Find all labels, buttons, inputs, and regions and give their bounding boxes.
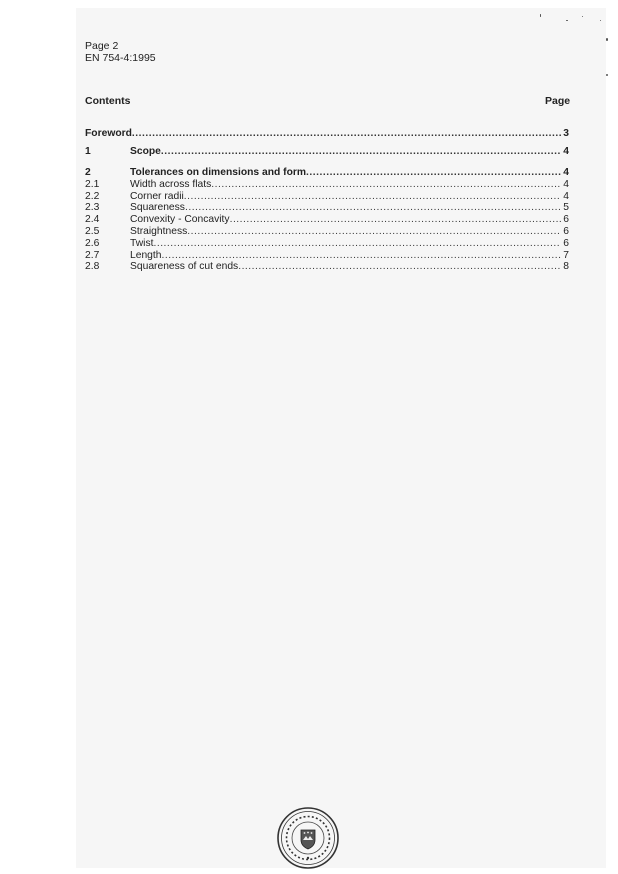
toc-entry-title: Squareness of cut ends — [130, 261, 239, 273]
table-of-contents — [85, 128, 569, 273]
toc-entry-page: 4 — [563, 146, 569, 157]
toc-entry-title: Width across flats — [130, 178, 212, 190]
toc-entry-number: 2.7 — [85, 249, 100, 261]
toc-entry-convexity-concavity[interactable] — [85, 214, 569, 226]
toc-entry-page: 4 — [563, 190, 569, 202]
toc-entry-page: 4 — [563, 167, 569, 178]
toc-entry-title: Scope — [130, 146, 161, 157]
dot-leader — [162, 250, 562, 261]
standard-number: EN 754-4:1995 — [85, 52, 156, 64]
toc-entry-title: Twist — [130, 237, 154, 249]
toc-entry-title: Length — [130, 249, 162, 261]
toc-entry-title: Corner radii — [130, 190, 184, 202]
dot-leader — [238, 261, 561, 272]
dot-leader — [184, 191, 561, 202]
toc-entry-page: 4 — [563, 178, 569, 190]
toc-entry-number: 1 — [85, 146, 91, 157]
toc-entry-title: Straightness — [130, 225, 188, 237]
toc-entry-squareness-of-cut-ends[interactable] — [85, 261, 569, 273]
toc-entry-number: 2.2 — [85, 190, 100, 202]
toc-entry-length[interactable] — [85, 250, 569, 262]
toc-entry-page: 5 — [563, 202, 569, 214]
toc-entry-twist[interactable] — [85, 238, 569, 250]
toc-entry-number: 2.6 — [85, 237, 100, 249]
dot-leader — [306, 167, 561, 178]
toc-entry-page: 8 — [563, 261, 569, 273]
toc-entry-page: 6 — [563, 225, 569, 237]
toc-entry-page: 3 — [563, 128, 569, 139]
contents-heading: Contents — [85, 95, 131, 107]
dot-leader — [153, 238, 561, 249]
toc-entry-number: 2.5 — [85, 225, 100, 237]
toc-entry-number: 2.4 — [85, 214, 100, 226]
page-header — [85, 40, 156, 64]
toc-entry-title: Tolerances on dimensions and form — [130, 167, 307, 178]
toc-entry-number: 2.8 — [85, 261, 100, 273]
toc-entry-foreword[interactable] — [85, 128, 569, 146]
dot-leader — [211, 179, 561, 190]
seal-stamp-icon — [276, 806, 340, 870]
toc-entry-corner-radii[interactable] — [85, 191, 569, 203]
dot-leader — [185, 202, 561, 213]
page-number: Page 2 — [85, 40, 119, 52]
toc-entry-straightness[interactable] — [85, 226, 569, 238]
dot-leader — [161, 146, 561, 157]
toc-entry-title: Foreword — [85, 128, 132, 139]
toc-entry-page: 7 — [563, 249, 569, 261]
dot-leader — [132, 128, 561, 139]
toc-entry-title: Squareness — [130, 202, 185, 214]
toc-entry-page: 6 — [563, 237, 569, 249]
toc-entry-tolerances[interactable] — [85, 167, 569, 179]
dot-leader — [230, 214, 562, 225]
toc-entry-squareness[interactable] — [85, 202, 569, 214]
toc-entry-number: 2.3 — [85, 202, 100, 214]
toc-entry-title: Convexity - Concavity — [130, 214, 230, 226]
toc-entry-number: 2 — [85, 167, 91, 178]
toc-entry-page: 6 — [563, 214, 569, 226]
dot-leader — [187, 226, 561, 237]
toc-entry-scope[interactable] — [85, 146, 569, 167]
page-column-heading: Page — [545, 95, 571, 107]
toc-entry-number: 2.1 — [85, 178, 100, 190]
toc-entry-width-across-flats[interactable] — [85, 179, 569, 191]
